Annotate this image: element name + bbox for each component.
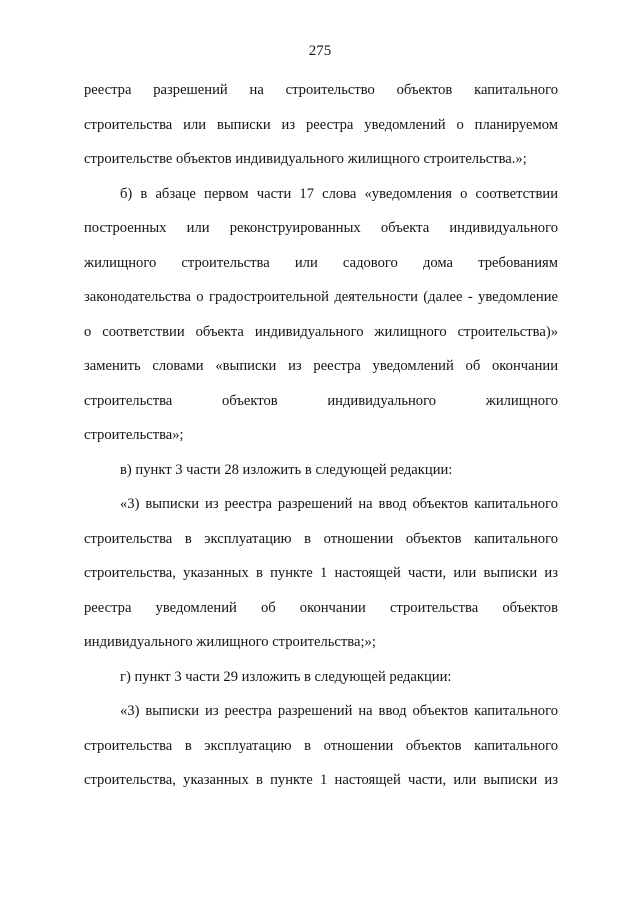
text-line-content: строительства в эксплуатацию в отношении объектов капитального <box>84 737 558 754</box>
text-line-content: заменить словами «выписки из реестра уведомлений об окончании <box>84 358 558 374</box>
text-line <box>84 563 558 598</box>
text-line-content: реестра разрешений на строительство объектов капитального <box>84 82 558 98</box>
text-line <box>84 598 558 633</box>
text-line <box>84 80 558 115</box>
text-line-content: строительства, указанных в пункте 1 настоящей части, или выписки из <box>84 565 558 581</box>
text-line <box>84 529 558 564</box>
text-line <box>84 391 558 426</box>
text-line-content: строительстве объектов индивидуального жилищного строительства.»; <box>84 151 527 167</box>
text-line-content: «3) выписки из реестра разрешений на ввод объектов капитального <box>120 496 558 512</box>
text-line-content: г) пункт 3 части 29 изложить в следующей редакции: <box>120 668 452 685</box>
text-line <box>84 287 558 322</box>
text-line-content: жилищного строительства или садового дома требованиям <box>84 254 558 271</box>
document-body <box>84 80 558 805</box>
text-line <box>84 701 558 736</box>
text-line <box>84 667 558 702</box>
text-line-content: б) в абзаце первом части 17 слова «уведомления о соответствии <box>120 185 558 202</box>
text-line <box>84 425 558 460</box>
text-line <box>84 322 558 357</box>
text-line <box>84 253 558 288</box>
text-line <box>84 356 558 391</box>
text-line-content: «3) выписки из реестра разрешений на ввод объектов капитального <box>120 703 558 719</box>
text-line-content: индивидуального жилищного строительства;»; <box>84 634 376 650</box>
text-line-content: строительства объектов индивидуального жилищного <box>84 392 558 409</box>
text-line <box>84 460 558 495</box>
text-line <box>84 632 558 667</box>
text-line-content: строительства или выписки из реестра уведомлений о планируемом <box>84 116 558 133</box>
page-number: 275 <box>308 43 332 59</box>
text-line <box>84 218 558 253</box>
text-line-content: строительства, указанных в пункте 1 настоящей части, или выписки из <box>84 772 558 788</box>
text-line <box>84 736 558 771</box>
text-line <box>84 494 558 529</box>
text-line-content: законодательства о градостроительной деятельности (далее - уведомление <box>84 289 558 305</box>
text-line-content: построенных или реконструированных объекта индивидуального <box>84 220 558 236</box>
text-line-content: строительства в эксплуатацию в отношении объектов капитального <box>84 530 558 547</box>
text-line <box>84 149 558 184</box>
text-line-content: строительства»; <box>84 427 184 443</box>
text-line <box>84 770 558 805</box>
text-line-content: о соответствии объекта индивидуального жилищного строительства)» <box>84 323 558 340</box>
text-line <box>84 115 558 150</box>
text-line-content: в) пункт 3 части 28 изложить в следующей редакции: <box>120 461 453 478</box>
text-line-content: реестра уведомлений об окончании строительства объектов <box>84 599 558 616</box>
text-line <box>84 184 558 219</box>
